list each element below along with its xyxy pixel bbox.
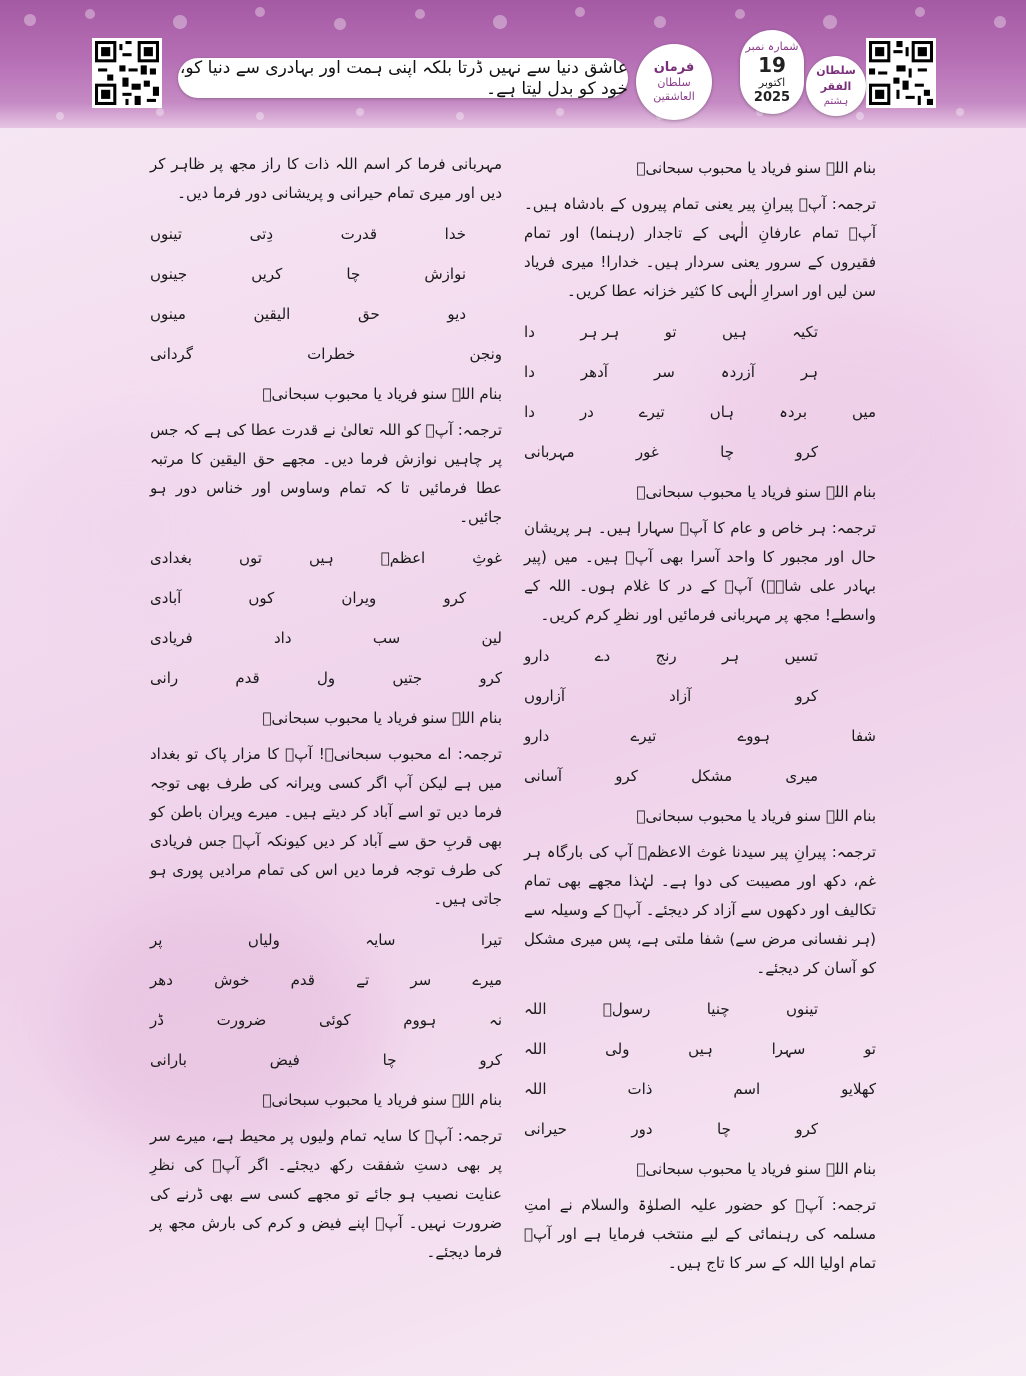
- page-header: [0, 0, 1026, 128]
- verse-word: نہ: [489, 1011, 502, 1029]
- verse-word: خوش: [214, 971, 250, 989]
- verse-word: تو: [664, 323, 677, 341]
- verse-word: جتیں: [392, 669, 423, 687]
- translation-paragraph: ترجمہ: اے محبوب سبحانیؓ! آپؓ کا مزار پاک تو بغداد میں ہے لیکن آپ اگر کسی ویرانہ کی طرف بھی توجہ فرما دیں تو اسے آباد کر دیتے ہیں۔ میرے ویران باطن کو بھی قربِ حق سے آباد کر دیں کیونکہ آپؓ جس فریادی کی طرف توجہ فرما دیں اس کی تمام مرادیں پوری ہو جاتی ہیں۔: [150, 745, 502, 908]
- verse-line: [150, 658, 502, 698]
- verse-word: کوں: [248, 589, 275, 607]
- verse-word: دا: [524, 403, 535, 421]
- verse-word: ہووے: [737, 727, 771, 745]
- issue-number: 19: [758, 52, 786, 77]
- verse-word: میرے: [472, 971, 502, 989]
- verse-word: رانی: [150, 669, 179, 687]
- verse-line: [524, 756, 818, 796]
- verse-word: چا: [346, 265, 361, 283]
- refrain-line: بنام اللہ سنو فریاد یا محبوب سبحانیؒ: [636, 807, 876, 825]
- right-column: [524, 148, 876, 1284]
- verse-word: سر: [653, 363, 675, 381]
- verse-word: ہیں: [688, 1040, 713, 1058]
- verse-word: قدرت: [340, 225, 378, 243]
- verse-word: کرو: [795, 1120, 818, 1138]
- verse-word: کرو: [443, 589, 466, 607]
- verse-word: مہربانی: [524, 443, 575, 461]
- verse-word: اللہ: [524, 1040, 547, 1058]
- verse-word: کریں: [251, 265, 283, 283]
- verse-word: قدم: [235, 669, 260, 687]
- verse-word: تینوں: [786, 1000, 818, 1018]
- verse-word: رسولؐ: [602, 1000, 651, 1018]
- verse-word: فیض: [269, 1051, 300, 1069]
- verse-word: قدم: [290, 971, 315, 989]
- verse-word: گردانی: [150, 345, 193, 363]
- verse-word: تسیں: [784, 647, 818, 665]
- verse-word: مینوں: [150, 305, 186, 323]
- verse-line: [150, 254, 466, 294]
- verse-word: ول: [316, 669, 336, 687]
- left-column: [150, 148, 502, 1273]
- verse-word: تے: [356, 971, 370, 989]
- verse-word: بغدادی: [150, 549, 192, 567]
- refrain-line: بنام اللہ سنو فریاد یا محبوب سبحانیؒ: [262, 1091, 502, 1109]
- verse-line: [150, 618, 502, 658]
- translation-paragraph: ترجمہ: پیرانِ پیر سیدنا غوث الاعظمؓ آپ کی بارگاہ ہر غم، دکھ اور مصیبت کی دوا ہے۔ لہٰذا مجھے بھی تمام تکالیف اور دکھوں سے آزاد کر دیجئے۔ آپؓ کے وسیلہ سے (ہر نفسانی مرض سے) شفا ملتی ہے، پس میری مشکل کو آسان کر دیجئے۔: [524, 843, 876, 977]
- verse-line: [150, 538, 502, 578]
- verse-word: بارانی: [150, 1051, 187, 1069]
- verse-word: کھلایو: [841, 1080, 876, 1098]
- verse-word: حیرانی: [524, 1120, 567, 1138]
- verse-word: دا: [524, 323, 535, 341]
- verse-word: حق: [357, 305, 380, 323]
- verse-word: ہیں: [309, 549, 334, 567]
- verse-word: خدا: [444, 225, 466, 243]
- sultan-subtitle: ہشتم: [823, 96, 849, 107]
- issue-month: اکتوبر: [758, 75, 786, 89]
- verse-word: فریادی: [150, 629, 193, 647]
- verse-word: جینوں: [150, 265, 188, 283]
- refrain-line: بنام اللہ سنو فریاد یا محبوب سبحانیؒ: [636, 483, 876, 501]
- verse-word: آدھر: [580, 363, 608, 381]
- verse-word: کرو: [479, 669, 502, 687]
- refrain-line: بنام اللہ سنو فریاد یا محبوب سبحانیؒ: [636, 1160, 876, 1178]
- verse-word: نوازش: [424, 265, 466, 283]
- verse-word: خطرات: [307, 345, 356, 363]
- verse-word: آسانی: [524, 767, 562, 785]
- verse-word: اسم: [733, 1080, 761, 1098]
- verse-line: [150, 920, 502, 960]
- farman-subtitle: سلطان العاشقین: [653, 76, 695, 103]
- verse-word: ہر ہر: [580, 323, 620, 341]
- verse-line: [524, 989, 818, 1029]
- qr-code-right[interactable]: [866, 38, 936, 108]
- verse-word: اعظمؓ: [380, 549, 426, 567]
- verse-line: [524, 636, 818, 676]
- translation-paragraph: ترجمہ: آپؓ کو حضور علیہ الصلوٰۃ والسلام نے امتِ مسلمہ کی رہنمائی کے لیے منتخب فرمایا ہے اور آپؓ تمام اولیا اللہ کے سر کا تاج ہیں۔: [524, 1196, 876, 1272]
- verse-word: ہیں: [722, 323, 747, 341]
- verse-line: [524, 1109, 818, 1149]
- verse-word: دھر: [150, 971, 173, 989]
- verse-line: [524, 432, 818, 472]
- verse-word: سایہ: [365, 931, 396, 949]
- verse-word: کوئی: [318, 1011, 351, 1029]
- verse-word: چا: [717, 1120, 731, 1138]
- verse-word: سب: [372, 629, 401, 647]
- verse-word: در: [579, 403, 594, 421]
- verse-word: ولی: [605, 1040, 630, 1058]
- verse-word: اللہ: [524, 1080, 547, 1098]
- verse-word: چنیا: [706, 1000, 730, 1018]
- sultan-label: سلطان الفقر: [816, 64, 856, 93]
- verse-word: دا: [524, 363, 535, 381]
- verse-word: ولیاں: [247, 931, 280, 949]
- verse-word: چا: [720, 443, 734, 461]
- verse-word: ہر: [800, 363, 818, 381]
- verse-line: [524, 1069, 876, 1109]
- verse-word: تیرا: [480, 931, 502, 949]
- verse-word: غوثِ: [472, 549, 502, 567]
- verse-word: ضرورت: [216, 1011, 267, 1029]
- verse-line: [150, 1000, 502, 1040]
- qr-code-icon: [95, 41, 159, 105]
- verse-line: [524, 392, 876, 432]
- translation-paragraph: ترجمہ: آپؓ کو اللہ تعالیٰ نے قدرت عطا کی ہے کہ جس پر چاہیں نوازش فرما دیں۔ مجھے حق الیقین کا مرتبہ عطا فرمائیں تا کہ تمام وساوس اور خناس دور ہو جائیں۔: [150, 421, 502, 526]
- verse-word: تیرے: [638, 403, 665, 421]
- verse-word: ونجن: [469, 345, 502, 363]
- verse-word: شفا: [851, 727, 876, 745]
- verse-word: میں: [852, 403, 876, 421]
- verse-word: رنج: [655, 647, 677, 665]
- verse-word: ہاں: [709, 403, 735, 421]
- translation-paragraph: ترجمہ: آپؓ پیرانِ پیر یعنی تمام پیروں کے بادشاہ ہیں۔ آپؓ تمام عارفانِ الٰہی کے تاجدار (رہنما) اور تمام فقیروں کے سرور یعنی سردار ہیں۔ خدارا! میری فریاد سن لیں اور اسرارِ الٰہی کا کثیر خزانہ عطا کریں۔: [524, 195, 876, 300]
- verse-word: کرو: [615, 767, 638, 785]
- verse-word: داد: [273, 629, 292, 647]
- verse-word: ہووم: [403, 1011, 437, 1029]
- verse-word: دے: [594, 647, 611, 665]
- verse-line: [524, 1029, 876, 1069]
- verse-word: تکیہ: [792, 323, 818, 341]
- quote-banner: [178, 58, 628, 98]
- verse-word: کرو: [479, 1051, 502, 1069]
- refrain-line: بنام اللہ سنو فریاد یا محبوب سبحانیؒ: [262, 385, 502, 403]
- verse-word: اللہ: [524, 1000, 547, 1018]
- verse-line: [524, 352, 818, 392]
- verse-word: کرو: [795, 687, 818, 705]
- verse-word: بردہ: [779, 403, 807, 421]
- verse-word: دِتی: [249, 225, 273, 243]
- verse-word: تینوں: [150, 225, 183, 243]
- verse-word: آزردہ: [720, 363, 755, 381]
- verse-word: تیرے: [630, 727, 657, 745]
- verse-word: دارو: [524, 647, 550, 665]
- issue-badge: [740, 30, 804, 114]
- verse-word: آبادی: [150, 589, 182, 607]
- farman-label: فرمان: [653, 60, 695, 75]
- farman-badge: [636, 44, 712, 120]
- verse-word: چا: [382, 1051, 397, 1069]
- verse-word: آزاد: [669, 687, 692, 705]
- verse-word: ہر: [722, 647, 740, 665]
- verse-line: [150, 294, 466, 334]
- verse-word: میری: [785, 767, 818, 785]
- translation-paragraph: ترجمہ: آپؓ کا سایہ تمام ولیوں پر محیط ہے، میرے سر پر بھی دستِ شفقت رکھ دیجئے۔ اگر آپؓ کی نظرِ عنایت نصیب ہو جائے تو مجھے کسی سے بھی ڈرنے کی ضرورت نہیں۔ آپؓ اپنے فیض و کرم کی بارش مجھ پر فرما دیجئے۔: [150, 1127, 502, 1261]
- verse-word: دیو: [447, 305, 466, 323]
- verse-word: سہرا: [771, 1040, 806, 1058]
- verse-word: آزاروں: [524, 687, 566, 705]
- verse-line: [150, 214, 466, 254]
- verse-word: ڈر: [150, 1011, 164, 1029]
- verse-word: پر: [150, 931, 163, 949]
- verse-word: ویران: [341, 589, 377, 607]
- verse-line: [524, 716, 876, 756]
- verse-word: تو: [864, 1040, 876, 1058]
- verse-word: مشکل: [691, 767, 733, 785]
- verse-word: سر: [410, 971, 432, 989]
- verse-word: دارو: [524, 727, 550, 745]
- verse-word: دور: [631, 1120, 653, 1138]
- sultan-badge: [806, 56, 866, 116]
- translation-paragraph: مہربانی فرما کر اسم اللہ ذات کا راز مجھ پر ظاہر کر دیں اور میری تمام حیرانی و پریشانی دور فرما دیں۔: [150, 155, 502, 202]
- translation-paragraph: ترجمہ: ہر خاص و عام کا آپؓ سہارا ہیں۔ ہر پریشان حال اور مجبور کا واحد آسرا بھی آپؓ ہیں۔ میں (پیر بہادر علی شاہؒ) آپؓ کے در کا غلام ہوں۔ اللہ کے واسطے! مجھ پر مہربانی فرمائیں اور نظرِ کرم کریں۔: [524, 519, 876, 624]
- qr-code-left[interactable]: [92, 38, 162, 108]
- qr-code-icon: [869, 41, 933, 105]
- verse-word: الیقین: [253, 305, 291, 323]
- verse-line: [524, 312, 818, 352]
- verse-line: [150, 578, 466, 618]
- verse-line: [150, 960, 502, 1000]
- verse-word: لین: [481, 629, 502, 647]
- refrain-line: بنام اللہ سنو فریاد یا محبوب سبحانیؒ: [262, 709, 502, 727]
- verse-line: [150, 1040, 502, 1080]
- verse-word: کرو: [795, 443, 818, 461]
- verse-word: غور: [635, 443, 659, 461]
- issue-year: 2025: [753, 89, 791, 105]
- quote-text: عاشق دنیا سے نہیں ڈرتا بلکہ اپنی ہمت اور بہادری سے دنیا کو، خود کو بدل لیتا ہے۔: [179, 58, 628, 99]
- refrain-line: بنام اللہ سنو فریاد یا محبوب سبحانیؒ: [636, 159, 876, 177]
- verse-word: ذات: [627, 1080, 653, 1098]
- verse-line: [150, 334, 502, 374]
- issue-label: شمارہ نمبر: [745, 39, 799, 53]
- verse-line: [524, 676, 818, 716]
- verse-word: توں: [238, 549, 262, 567]
